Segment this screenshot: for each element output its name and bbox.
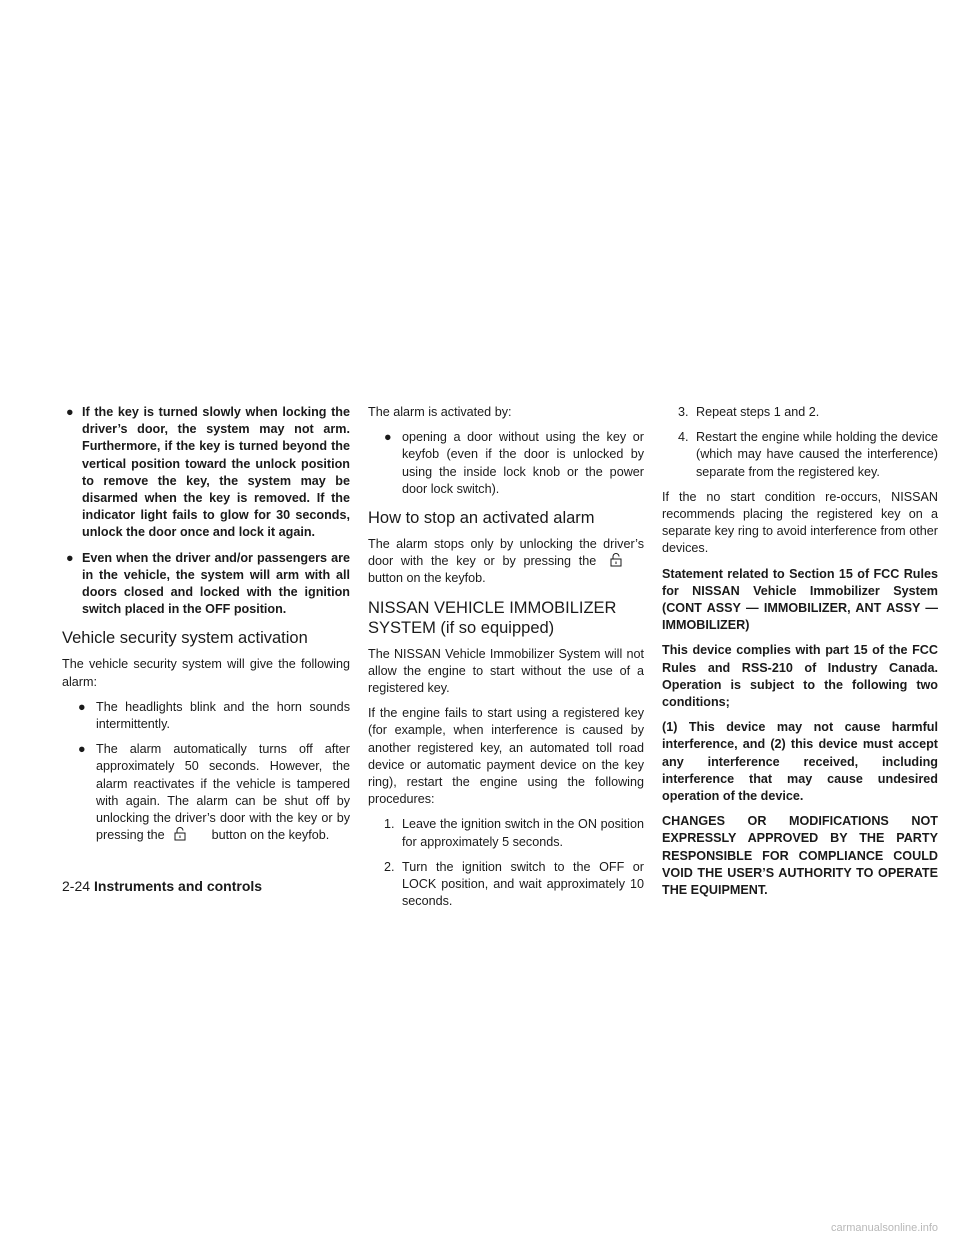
page-number: 2-24 [62,878,91,894]
step-number: 3. [678,405,689,419]
stop-text-start: The alarm stops only by unlocking the driver’s door with the key or by pressing the [368,537,644,569]
step-item [368,859,644,911]
stop-alarm-text [368,536,644,588]
bullet-text: The headlights blink and the horn sounds intermittently. [96,699,350,732]
step-text: Restart the engine while holding the device (which may have caused the interference) separate from the registered key. [696,430,938,479]
heading-immobilizer: NISSAN VEHICLE IMMOBILIZER SYSTEM (if so equipped) [368,598,617,637]
bullet-text: If the key is turned slowly when locking the driver’s door, the system may not arm. Furthermore, if the key is turned beyond the vertical position toward the unlock position to remove the key, the system may be disarmed when the key is removed. If the indicator light fails to glow for 30 seconds, unlock the door once and lock it again. [82,405,350,540]
step-number: 1. [384,817,395,832]
unlock-key-icon [610,553,622,567]
unlock-key-icon [174,827,186,841]
bullet-dot: ● [78,742,86,757]
bullet-text: opening a door without using the key or keyfob (even if the door is unlocked by using the inside lock knob or the power door lock switch). [402,430,644,496]
column-right [662,404,938,907]
bullet-dot: ● [66,405,74,419]
step-number: 4. [678,430,689,445]
immobilizer-para-2: If the engine fails to start using a registered key (for example, when interference is caused by another registered key, an automated toll road device or automatic payment device on the key ring), restart the engine using the following procedures: [368,706,644,807]
column-middle [368,404,644,918]
alarm-intro: The vehicle security system will give the following alarm: [62,657,350,689]
step-text: Turn the ignition switch to the OFF or LOCK position, and wait approximately 10 seconds. [402,859,644,909]
activated-list [368,429,644,498]
fcc-conditions-text: (1) This device may not cause harmful interference, and (2) this device must accept any interference received, including interference that may cause undesired operation of the device. [662,720,938,804]
bullet-text: Even when the driver and/or passengers are in the vehicle, the system will arm with all doors closed and locked with the ignition switch placed in the OFF position. [82,550,350,617]
watermark: carmanualsonline.info [830,1222,938,1234]
step-item [662,404,938,421]
bullet-dot: ● [78,699,86,714]
step-item [368,816,644,850]
section-title: Instruments and controls [94,878,263,894]
column-left [62,404,350,852]
alarm-list [62,699,350,845]
stop-text-end: button on the keyfob. [368,571,486,586]
bold-bullet-passengers [62,550,350,619]
bullet-text: The alarm automatically turns off after approximately 50 seconds. However, the alarm reactivates if the vehicle is tampered with again. The alarm can be shut off by unlocking the driver’s door with the key or by pressing the [96,742,350,843]
heading-stop-alarm: How to stop an activated alarm [368,509,595,528]
step-item [662,429,938,481]
fcc-compliance-text: This device complies with part 15 of the FCC Rules and RSS-210 of Industry Canada. Operation is subject to the following two conditions; [662,643,938,710]
activated-by: The alarm is activated by: [368,405,512,419]
step-text: Leave the ignition switch in the ON position for approximately 5 seconds. [402,817,644,849]
bullet-dot: ● [66,550,74,565]
step-text: Repeat steps 1 and 2. [696,405,820,419]
immobilizer-para-1: The NISSAN Vehicle Immobilizer System will not allow the engine to start without the use of a registered key. [368,646,644,696]
bullet-text-end: button on the keyfob. [211,828,330,843]
bold-bullet-key-turn [62,404,350,542]
fcc-statement-heading: Statement related to Section 15 of FCC Rules for NISSAN Vehicle Immobilizer System (CONT ASSY — IMMOBILIZER, ANT ASSY — IMMOBILIZER) [662,566,938,633]
bullet-dot: ● [384,430,392,445]
fcc-changes-warning: CHANGES OR MODIFICATIONS NOT EXPRESSLY APPROVED BY THE PARTY RESPONSIBLE FOR COMPLIANCE COULD VOID THE USER’S AUTHORITY TO OPERATE THE EQUIPMENT. [662,814,938,898]
heading-security-activation: Vehicle security system activation [62,629,308,648]
page-footer [62,878,262,894]
no-start-para: If the no start condition re-occurs, NISSAN recommends placing the registered key on a separate key ring to avoid interference from other devices. [662,489,938,556]
list-item [78,699,350,733]
list-item [384,429,644,498]
step-number: 2. [384,859,395,874]
list-item [78,741,350,844]
